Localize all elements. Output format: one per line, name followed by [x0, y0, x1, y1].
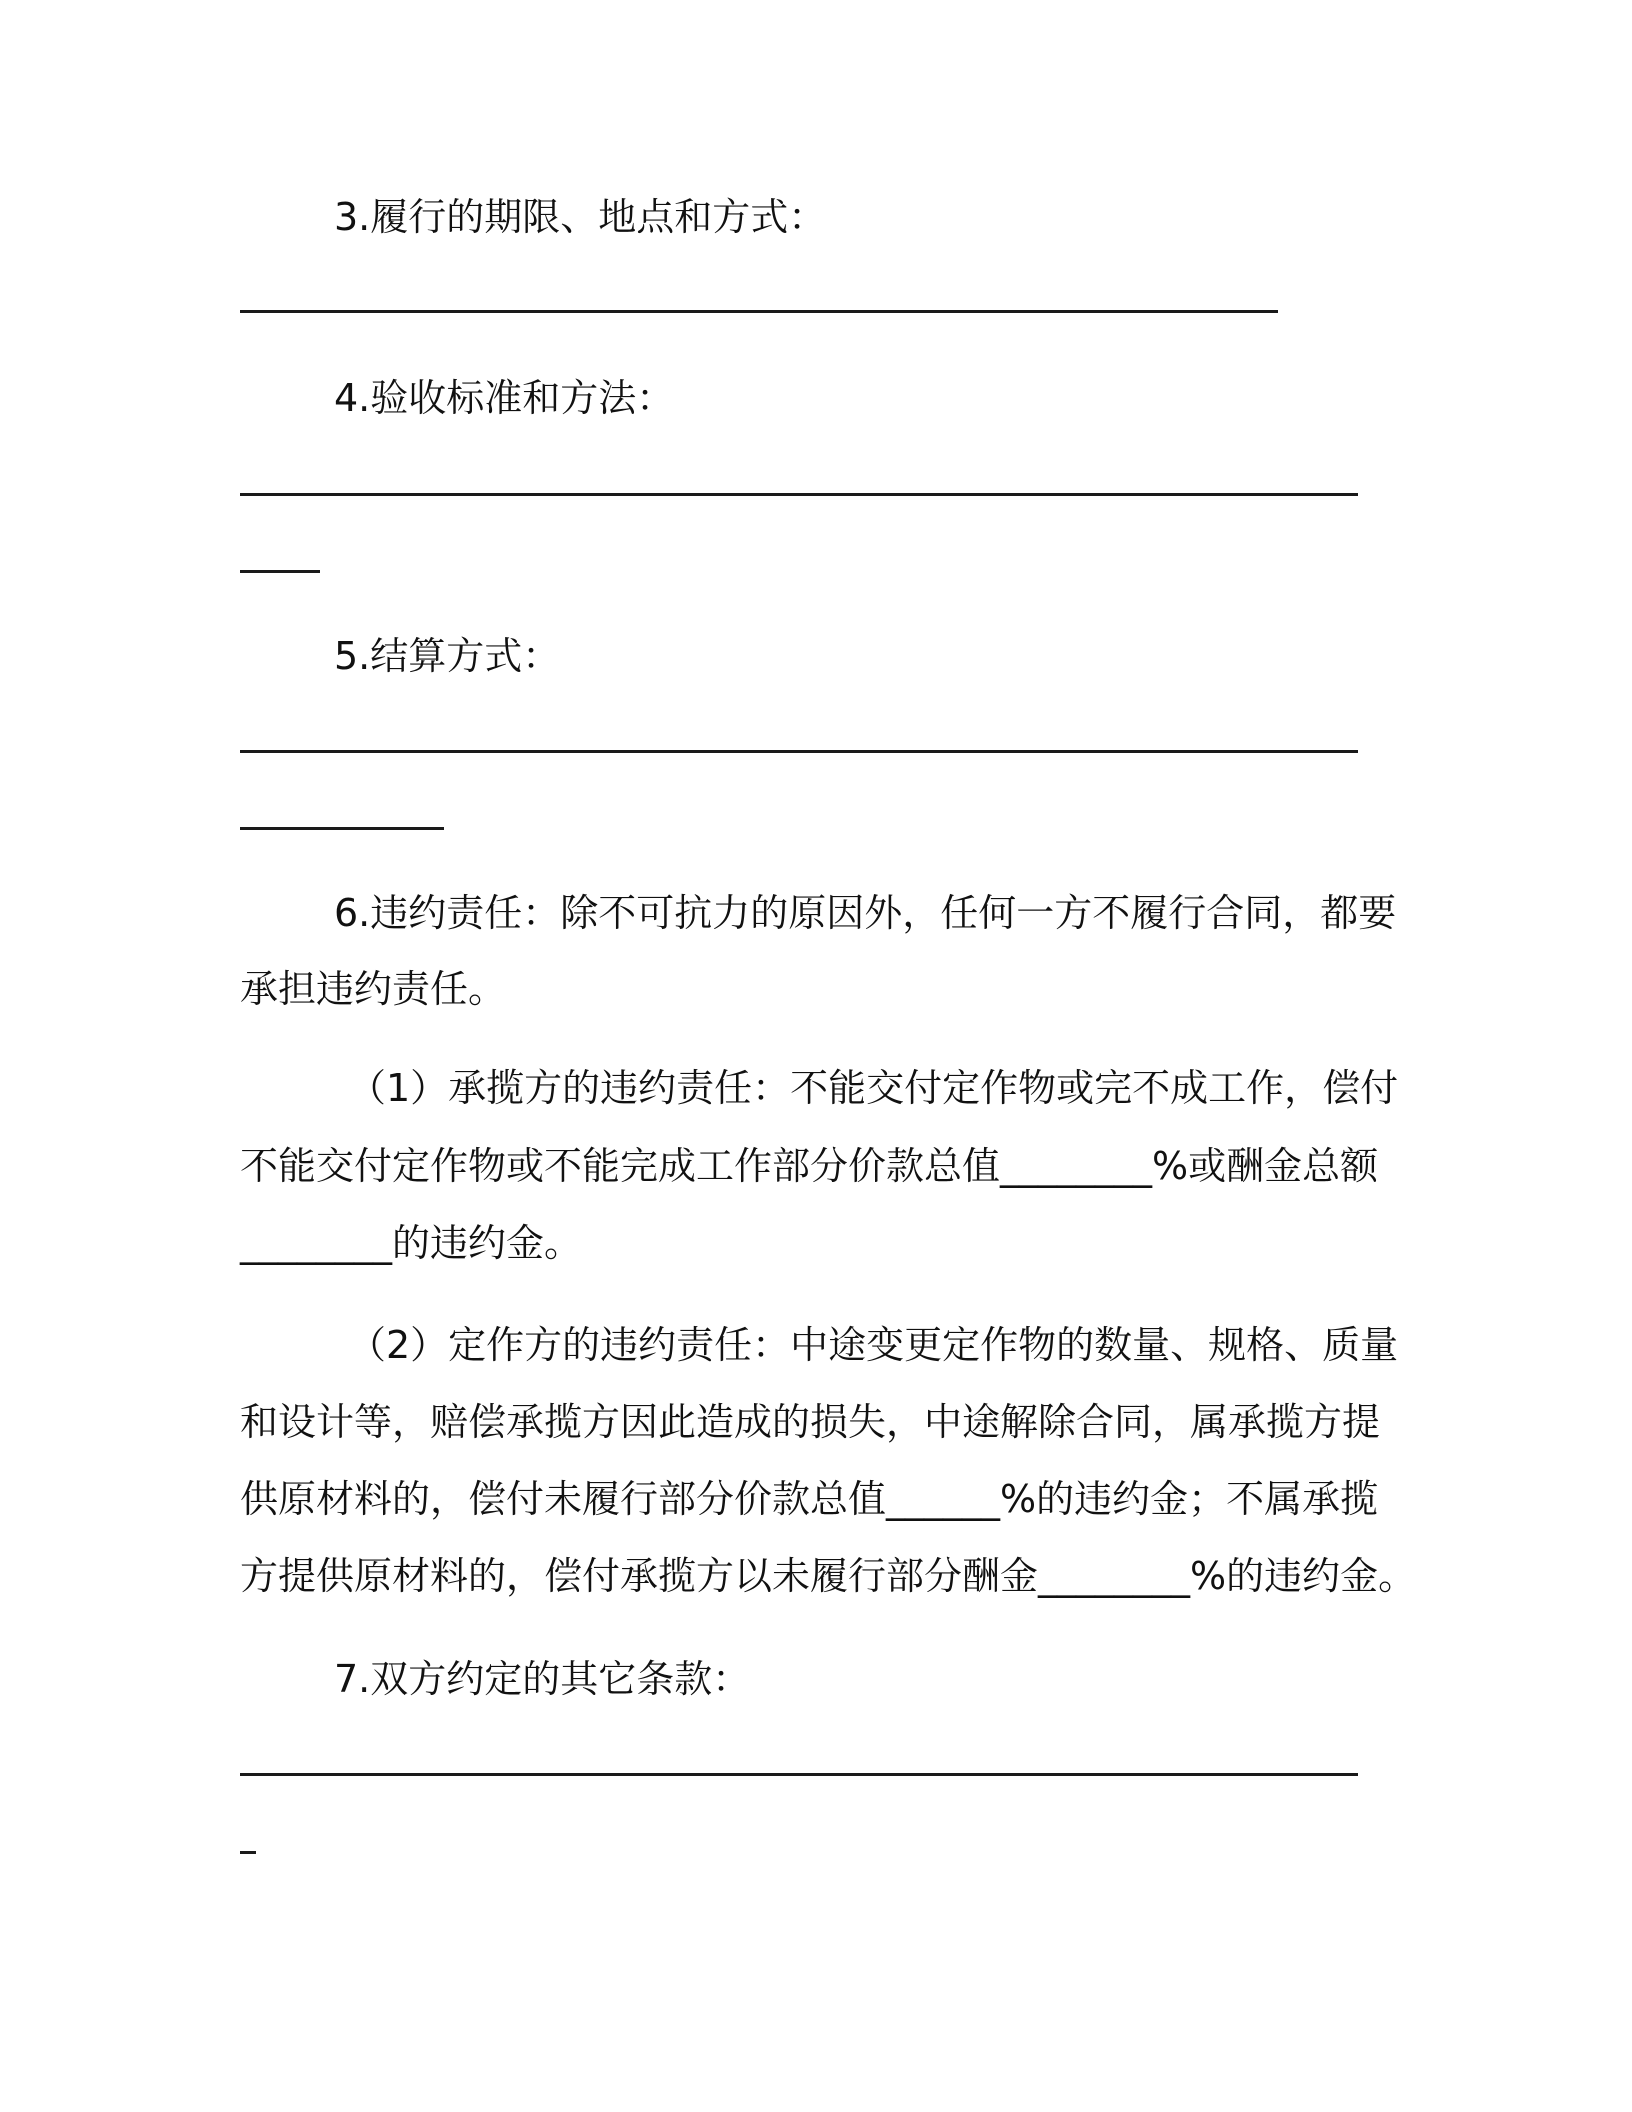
item6-2-line3: 供原材料的，偿付未履行部分价款总值______%的违约金；不属承揽: [240, 1477, 1379, 1521]
item7-fill-blank-line2: [240, 1851, 256, 1854]
item4-fill-blank-line1: [240, 493, 1358, 496]
item7-heading: 7.双方约定的其它条款：: [334, 1657, 751, 1701]
item3-fill-blank: [240, 310, 1278, 313]
item6-line2: 承担违约责任。: [240, 967, 507, 1011]
item6-1-line2: 不能交付定作物或不能完成工作部分价款总值________%或酬金总额: [240, 1144, 1379, 1188]
item6-2-line1: （2）定作方的违约责任：中途变更定作物的数量、规格、质量: [348, 1323, 1399, 1367]
item3-heading: 3.履行的期限、地点和方式：: [334, 195, 827, 239]
item6-2-line2: 和设计等，赔偿承揽方因此造成的损失，中途解除合同，属承揽方提: [240, 1400, 1381, 1444]
item5-fill-blank-line1: [240, 750, 1358, 753]
item4-fill-blank-line2: [240, 570, 320, 573]
item6-line1: 6.违约责任：除不可抗力的原因外，任何一方不履行合同，都要: [334, 891, 1397, 935]
item5-fill-blank-line2: [240, 827, 444, 830]
item5-heading: 5.结算方式：: [334, 634, 561, 678]
item6-1-line3: ________的违约金。: [240, 1221, 583, 1265]
item6-1-line1: （1）承揽方的违约责任：不能交付定作物或完不成工作，偿付: [348, 1066, 1399, 1110]
item6-2-line4: 方提供原材料的，偿付承揽方以未履行部分酬金________%的违约金。: [240, 1554, 1417, 1598]
item4-heading: 4.验收标准和方法：: [334, 376, 675, 420]
item7-fill-blank-line1: [240, 1773, 1358, 1776]
